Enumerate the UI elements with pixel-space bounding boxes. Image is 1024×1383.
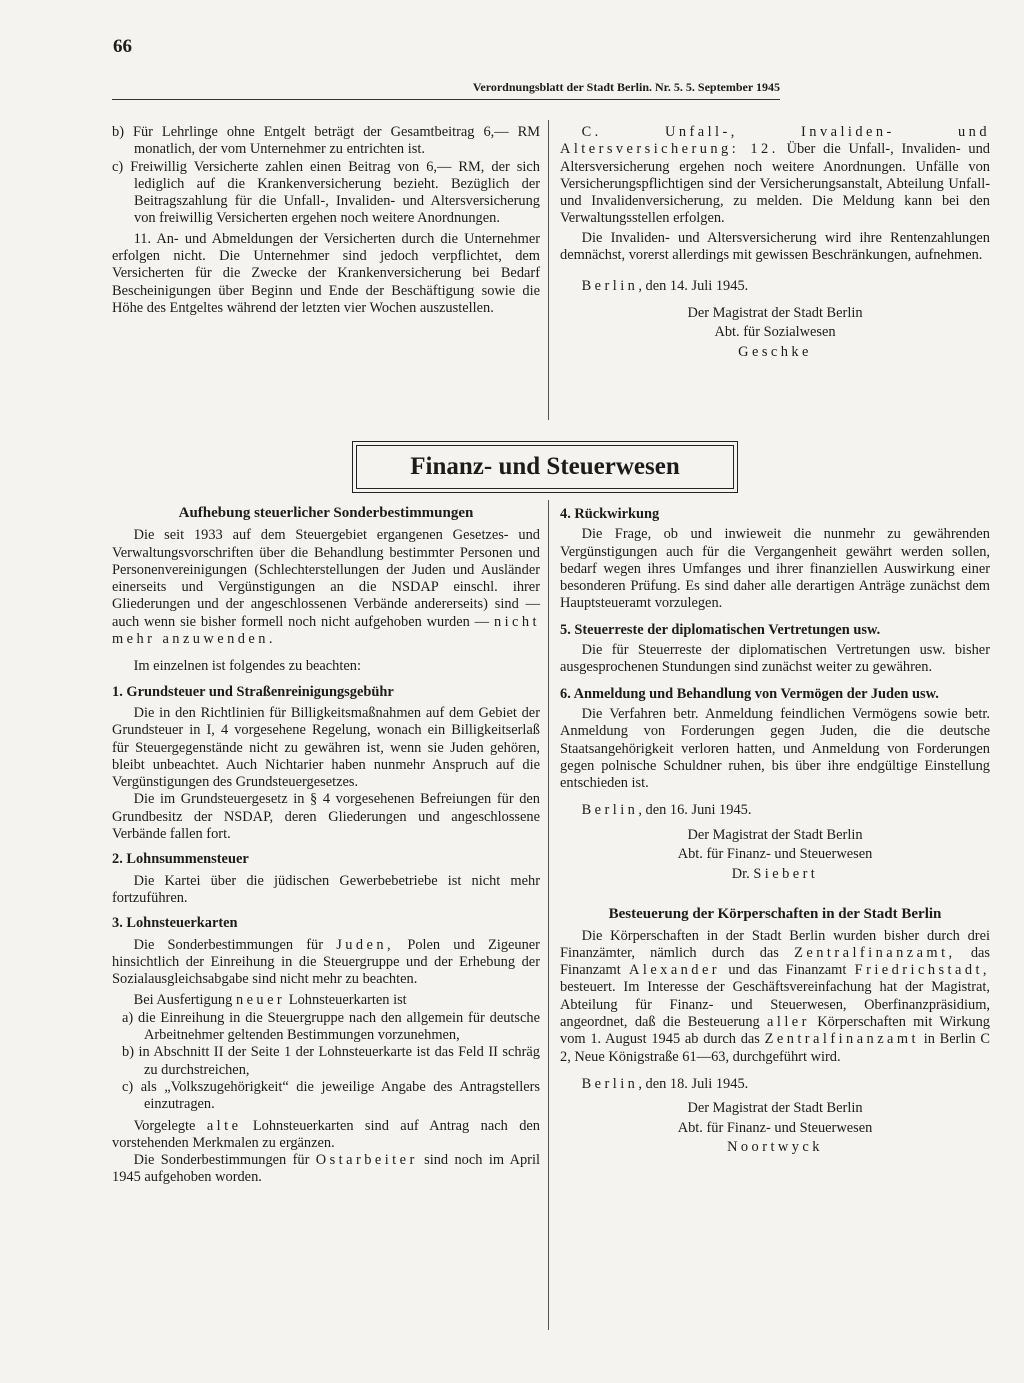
- list-item-c: c) als „Volkszugehörigkeit“ die jeweilige Angabe des Antragstellers einzutragen.: [122, 1078, 540, 1113]
- text-run: Vorgelegte: [133, 1117, 196, 1134]
- list-item-a: a) die Einreihung in die Steuergruppe nach den allgemein für deutsche Arbeitnehmer geltenden Bestimmungen vorzunehmen,: [122, 1009, 540, 1044]
- signature-block-finanz-1: [560, 826, 990, 885]
- signature-line: Der Magistrat der Stadt Berlin: [687, 1100, 863, 1117]
- right-column: [560, 506, 990, 1158]
- text-run: Körperschaften mit Wirkung vom 1. August 1945 ab durch das: [560, 1014, 990, 1048]
- text-run: Die Körperschaften in der Stadt Berlin wurden bisher durch drei Finanzämter, nämlich durch das: [560, 927, 990, 961]
- date-line-1: [560, 278, 990, 295]
- signature-line: Der Magistrat der Stadt Berlin: [687, 304, 863, 321]
- text-run: Die Sonderbestimmungen für: [133, 1152, 310, 1169]
- signature-name: [560, 865, 990, 885]
- header-rule: [112, 99, 780, 100]
- paragraph-3a: [112, 937, 540, 989]
- date-place: Berlin: [581, 802, 639, 819]
- section-heading: Finanz- und Steuerwesen: [356, 445, 734, 489]
- paragraph-6: Die Verfahren betr. Anmeldung feindlichen Vermögens sowie betr. Anmeldung von Forderungen gegen Juden, die die deutsche Staatsangehörigkeit verloren hatten, und Anmeldung von Forderungen gegen polnische Schuldner ruhen, bis über ihre endgültige Einstellung entschieden ist.: [560, 705, 990, 792]
- top-left-column: [112, 124, 540, 317]
- text-run: Lohnsteuerkarten ist: [288, 992, 407, 1009]
- date-line-3: [560, 1076, 990, 1093]
- intro-text: Die seit 1933 auf dem Steuergebiet ergangenen Gesetzes- und Verwaltungsvorschriften über die Behandlung bestimmter Personen und Personenvereinigungen (Schlechterstellungen der Juden und Ausländer einerseits und Vergünstigungen an die NSDAP einschl. ihrer Gliederungen und der angeschlossenen Verbände andererseits) sind — auch wenn sie bisher formell noch nicht aufgehoben wurden —: [112, 527, 540, 630]
- signature-line: Abt. für Finanz- und Steuerwesen: [677, 1119, 873, 1136]
- emphasis-zentralfinanzamt: Zentralfinanzamt,: [794, 944, 956, 961]
- emphasis-aller: aller: [767, 1014, 810, 1031]
- emphasis-zentralfinanzamt-2: Zentralfinanzamt: [764, 1031, 919, 1048]
- emphasis-friedrichstadt: Friedrichstadt,: [854, 962, 990, 979]
- running-header: Verordnungsblatt der Stadt Berlin. Nr. 5. 5. September 1945: [472, 80, 780, 94]
- column-divider-top: [548, 120, 549, 420]
- date-text: , den 16. Juni 1945.: [638, 802, 752, 819]
- signature-line: Abt. für Finanz- und Steuerwesen: [677, 846, 873, 863]
- signature-title: Dr.: [731, 865, 750, 882]
- paragraph-3c: [112, 1118, 540, 1153]
- signature-name: Geschke: [738, 343, 812, 360]
- koerperschaften-paragraph: [560, 928, 990, 1066]
- emphasis-juden: Juden,: [336, 936, 395, 953]
- paragraph-11: 11. An- und Abmeldungen der Versicherten durch die Unternehmer erfolgen nicht. Die Unternehmer sind jedoch verpflichtet, dem Versicherten für die Zwecke der Krankenversicherung bei Bedarf Bescheinigungen über Beginn und Ende der Beschäftigung sowie die Höhe des Entgeltes während der letzten vier Wochen auszustellen.: [112, 230, 540, 316]
- heading-3: 3. Lohnsteuerkarten: [112, 915, 238, 932]
- date-place: Berlin: [581, 1075, 639, 1092]
- heading-4: 4. Rückwirkung: [560, 506, 660, 522]
- emphasis-neuer: neuer: [235, 992, 286, 1009]
- date-place: Berlin: [581, 278, 639, 295]
- text-run: Lohnsteuerkarten sind auf Antrag nach den vorstehenden Merkmalen zu ergänzen.: [112, 1117, 540, 1151]
- intro-emphasis: nicht mehr anzuwenden.: [112, 613, 540, 648]
- folgendes-line: Im einzelnen ist folgendes zu beachten:: [133, 658, 361, 675]
- paragraph-4: Die Frage, ob und inwieweit die nunmehr zu gewährenden Vergünstigungen auch für die Vergangenheit gewährt werden sollen, bedarf wegen ihres Umfanges und ihrer finanziellen Auswirkung einer besonderen Prüfung. Es sind daher alle derartigen Anträge zunächst dem Hauptsteueramt vorzulegen.: [560, 526, 990, 612]
- date-text: , den 14. Juli 1945.: [638, 278, 749, 295]
- text-run: sind noch im April 1945 aufgehoben worden.: [112, 1152, 540, 1186]
- heading-2: 2. Lohnsummensteuer: [112, 851, 249, 868]
- text-run: Polen und Zigeuner hinsichtlich der Einreihung in die Steuergruppe und der Erhebung der Sozialausgleichsabgabe sind nicht mehr zu beachten.: [112, 936, 540, 988]
- signature-surname: Siebert: [753, 865, 819, 882]
- article-title-2: Besteuerung der Körperschaften in der Stadt Berlin: [608, 906, 942, 923]
- paragraph-3d: [112, 1152, 540, 1187]
- list-item-b: b) in Abschnitt II der Seite 1 der Lohnsteuerkarte ist das Feld II schräg zu durchstreichen,: [122, 1044, 540, 1078]
- text-run: das Finanzamt: [560, 944, 991, 979]
- paragraph-1b: Die im Grundsteuergesetz in § 4 vorgesehenen Befreiungen für den Grundbesitz der NSDAP, deren Gliederungen und angeschlossene Verbände fallen fort.: [112, 791, 540, 843]
- paragraph-5: Die für Steuerreste der diplomatischen Vertretungen usw. bisher ausgesprochenen Stundungen sind zunächst weiter zu gewähren.: [560, 642, 990, 676]
- paragraph-2: Die Kartei über die jüdischen Gewerbebetriebe ist nicht mehr fortzuführen.: [112, 872, 540, 906]
- article-title: Aufhebung steuerlicher Sonderbestimmungen: [178, 505, 474, 521]
- heading-5: 5. Steuerreste der diplomatischen Vertretungen usw.: [560, 621, 881, 638]
- signature-block-finanz-2: [560, 1099, 990, 1158]
- text-run: besteuert. Im Interesse der Geschäftsvereinfachung hat der Magistrat, Abteilung für Finanz- und Steuerwesen, Oberfinanzpräsidium, angeordnet, daß die Besteuerung: [560, 979, 990, 1031]
- emphasis-alexander: Alexander: [629, 962, 721, 979]
- section-c-paragraph: [560, 124, 990, 228]
- page-number: 66: [113, 36, 132, 57]
- signature-line: Der Magistrat der Stadt Berlin: [687, 826, 863, 843]
- emphasis-alte: alte: [206, 1117, 242, 1134]
- item-c: c) Freiwillig Versicherte zahlen einen Beitrag von 6,— RM, der sich lediglich auf die Krankenversicherung bezieht. Bezüglich der Beitragszahlung für die Unfall-, Invaliden- und Altersversicherung von freiwillig Versicherten ergehen noch weitere Anordnungen.: [112, 158, 540, 227]
- paragraph-3b: [112, 992, 540, 1009]
- text-run: Die Sonderbestimmungen für: [133, 936, 324, 953]
- emphasis-ostarbeiter: Ostarbeiter: [315, 1152, 418, 1169]
- item-b: b) Für Lehrlinge ohne Entgelt beträgt der Gesamtbeitrag 6,— RM monatlich, der vom Unternehmer zu entrichten ist.: [112, 124, 540, 158]
- paragraph-1a: Die in den Richtlinien für Billigkeitsmaßnahmen auf dem Gebiet der Grundsteuer in I, 4 vorgesehene Regelung, wonach ein Billigkeitserlaß für Steuergegenstände nicht zu gewähren ist, wenn sie Juden gehören, bleibt unbeachtet. Auch Nichtarier haben nunmehr Anspruch auf die Vergünstigungen des Grundsteuergesetzes.: [112, 704, 540, 791]
- date-text: , den 18. Juli 1945.: [638, 1075, 749, 1092]
- text-run: Bei Ausfertigung: [133, 992, 233, 1009]
- date-line-2: [560, 802, 990, 819]
- heading-1: 1. Grundsteuer und Straßenreinigungsgebühr: [112, 683, 394, 700]
- section-c-text: Über die Unfall-, Invaliden- und Altersversicherung ergehen noch weitere Anordnungen. Unfälle von Versicherungspflichtigen sind der Versicherungsanstalt, Abteilung Unfall- und Invalidenversicherung, zu melden. Die Meldung kann bei den Verwaltungsstellen erfolgen.: [560, 141, 990, 227]
- text-run: und das Finanzamt: [728, 962, 847, 979]
- text-run: in Berlin C 2, Neue Königstraße 61—63, durchgeführt wird.: [560, 1031, 990, 1065]
- section-c-label: C. Unfall-, Invaliden- und Altersversicherung: 12.: [560, 124, 990, 158]
- intro-paragraph: [112, 527, 540, 648]
- left-column: [112, 505, 540, 1187]
- heading-6: 6. Anmeldung und Behandlung von Vermögen der Juden usw.: [560, 685, 939, 702]
- column-divider-bottom: [548, 500, 549, 1330]
- signature-line: Abt. für Sozialwesen: [714, 324, 836, 341]
- pension-paragraph: Die Invaliden- und Altersversicherung wird ihre Rentenzahlungen demnächst, vorerst allerdings mit gewissen Beschränkungen, aufnehmen.: [560, 229, 990, 264]
- top-right-column: [560, 124, 990, 362]
- signature-block-sozial: [560, 304, 990, 363]
- signature-name: Noortwyck: [727, 1139, 823, 1156]
